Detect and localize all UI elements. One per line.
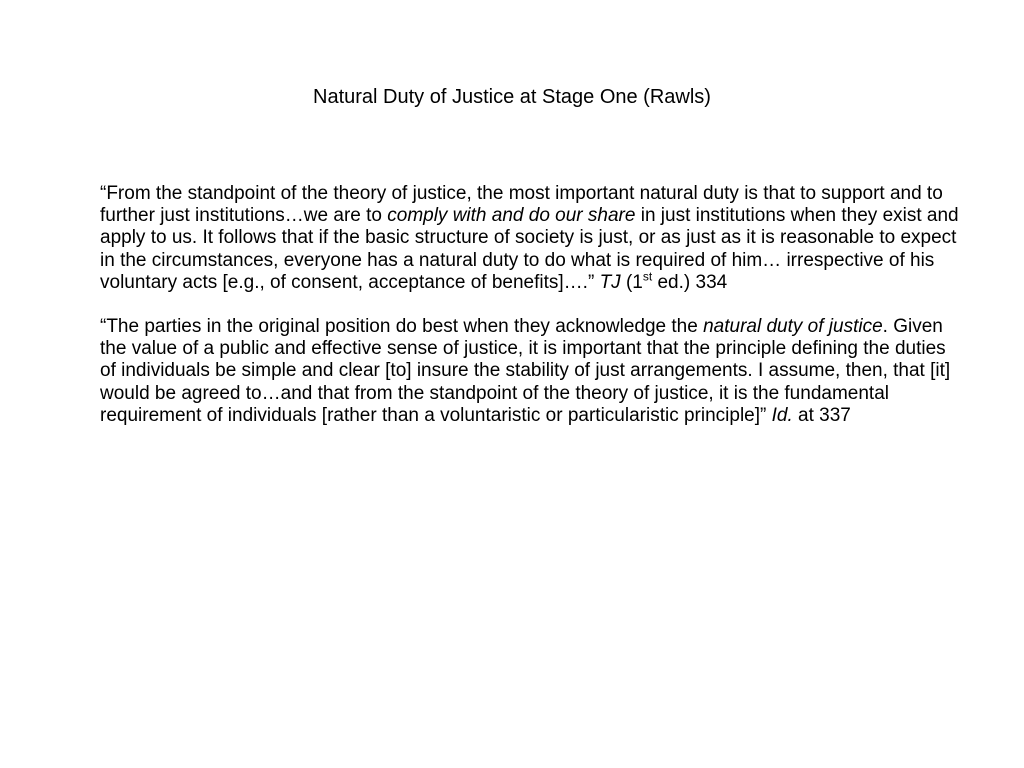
quote-paragraph-2 xyxy=(100,316,966,427)
quote1-text-start: “From the standpoint of the theory of justice, the most important natural duty is that to support and to further just institutions…we are to xyxy=(100,183,943,227)
quote1-citation-ordinal: st xyxy=(642,269,653,284)
quote1-text-end: in just institutions when they exist and apply to us. It follows that if the basic structure of society is just, or as just as it is reasonable to expect in the circumstances, everyone has a natural duty to do what is required of him… irrespective of his voluntary acts [e.g., of consent, acceptance of benefits]….” xyxy=(100,205,959,293)
quote2-text-end: . Given the value of a public and effective sense of justice, it is important that the principle defining the duties of individuals be simple and clear [to] insure the stability of just arrangements. I assume, then, that [it] would be agreed to…and that from the standpoint of the theory of justice, it is the fundamental requirement of individuals [rather than a voluntaristic or particularistic principle]” xyxy=(100,316,951,426)
quote-paragraph-1 xyxy=(100,183,966,294)
quote2-citation-id: Id. xyxy=(771,404,793,426)
slide-title: Natural Duty of Justice at Stage One (Rawls) xyxy=(313,86,711,108)
quote2-emphasis: natural duty of justice xyxy=(703,316,883,338)
quote1-emphasis: comply with and do our share xyxy=(387,205,636,227)
quote1-citation-edition: (1 xyxy=(620,271,643,293)
quote1-citation-page: ed.) 334 xyxy=(652,271,728,293)
slide-body xyxy=(100,183,966,449)
quote2-citation-page: at 337 xyxy=(792,404,851,426)
quote2-text-start: “The parties in the original position do best when they acknowledge the xyxy=(100,316,704,338)
quote1-citation-title: TJ xyxy=(599,271,621,293)
